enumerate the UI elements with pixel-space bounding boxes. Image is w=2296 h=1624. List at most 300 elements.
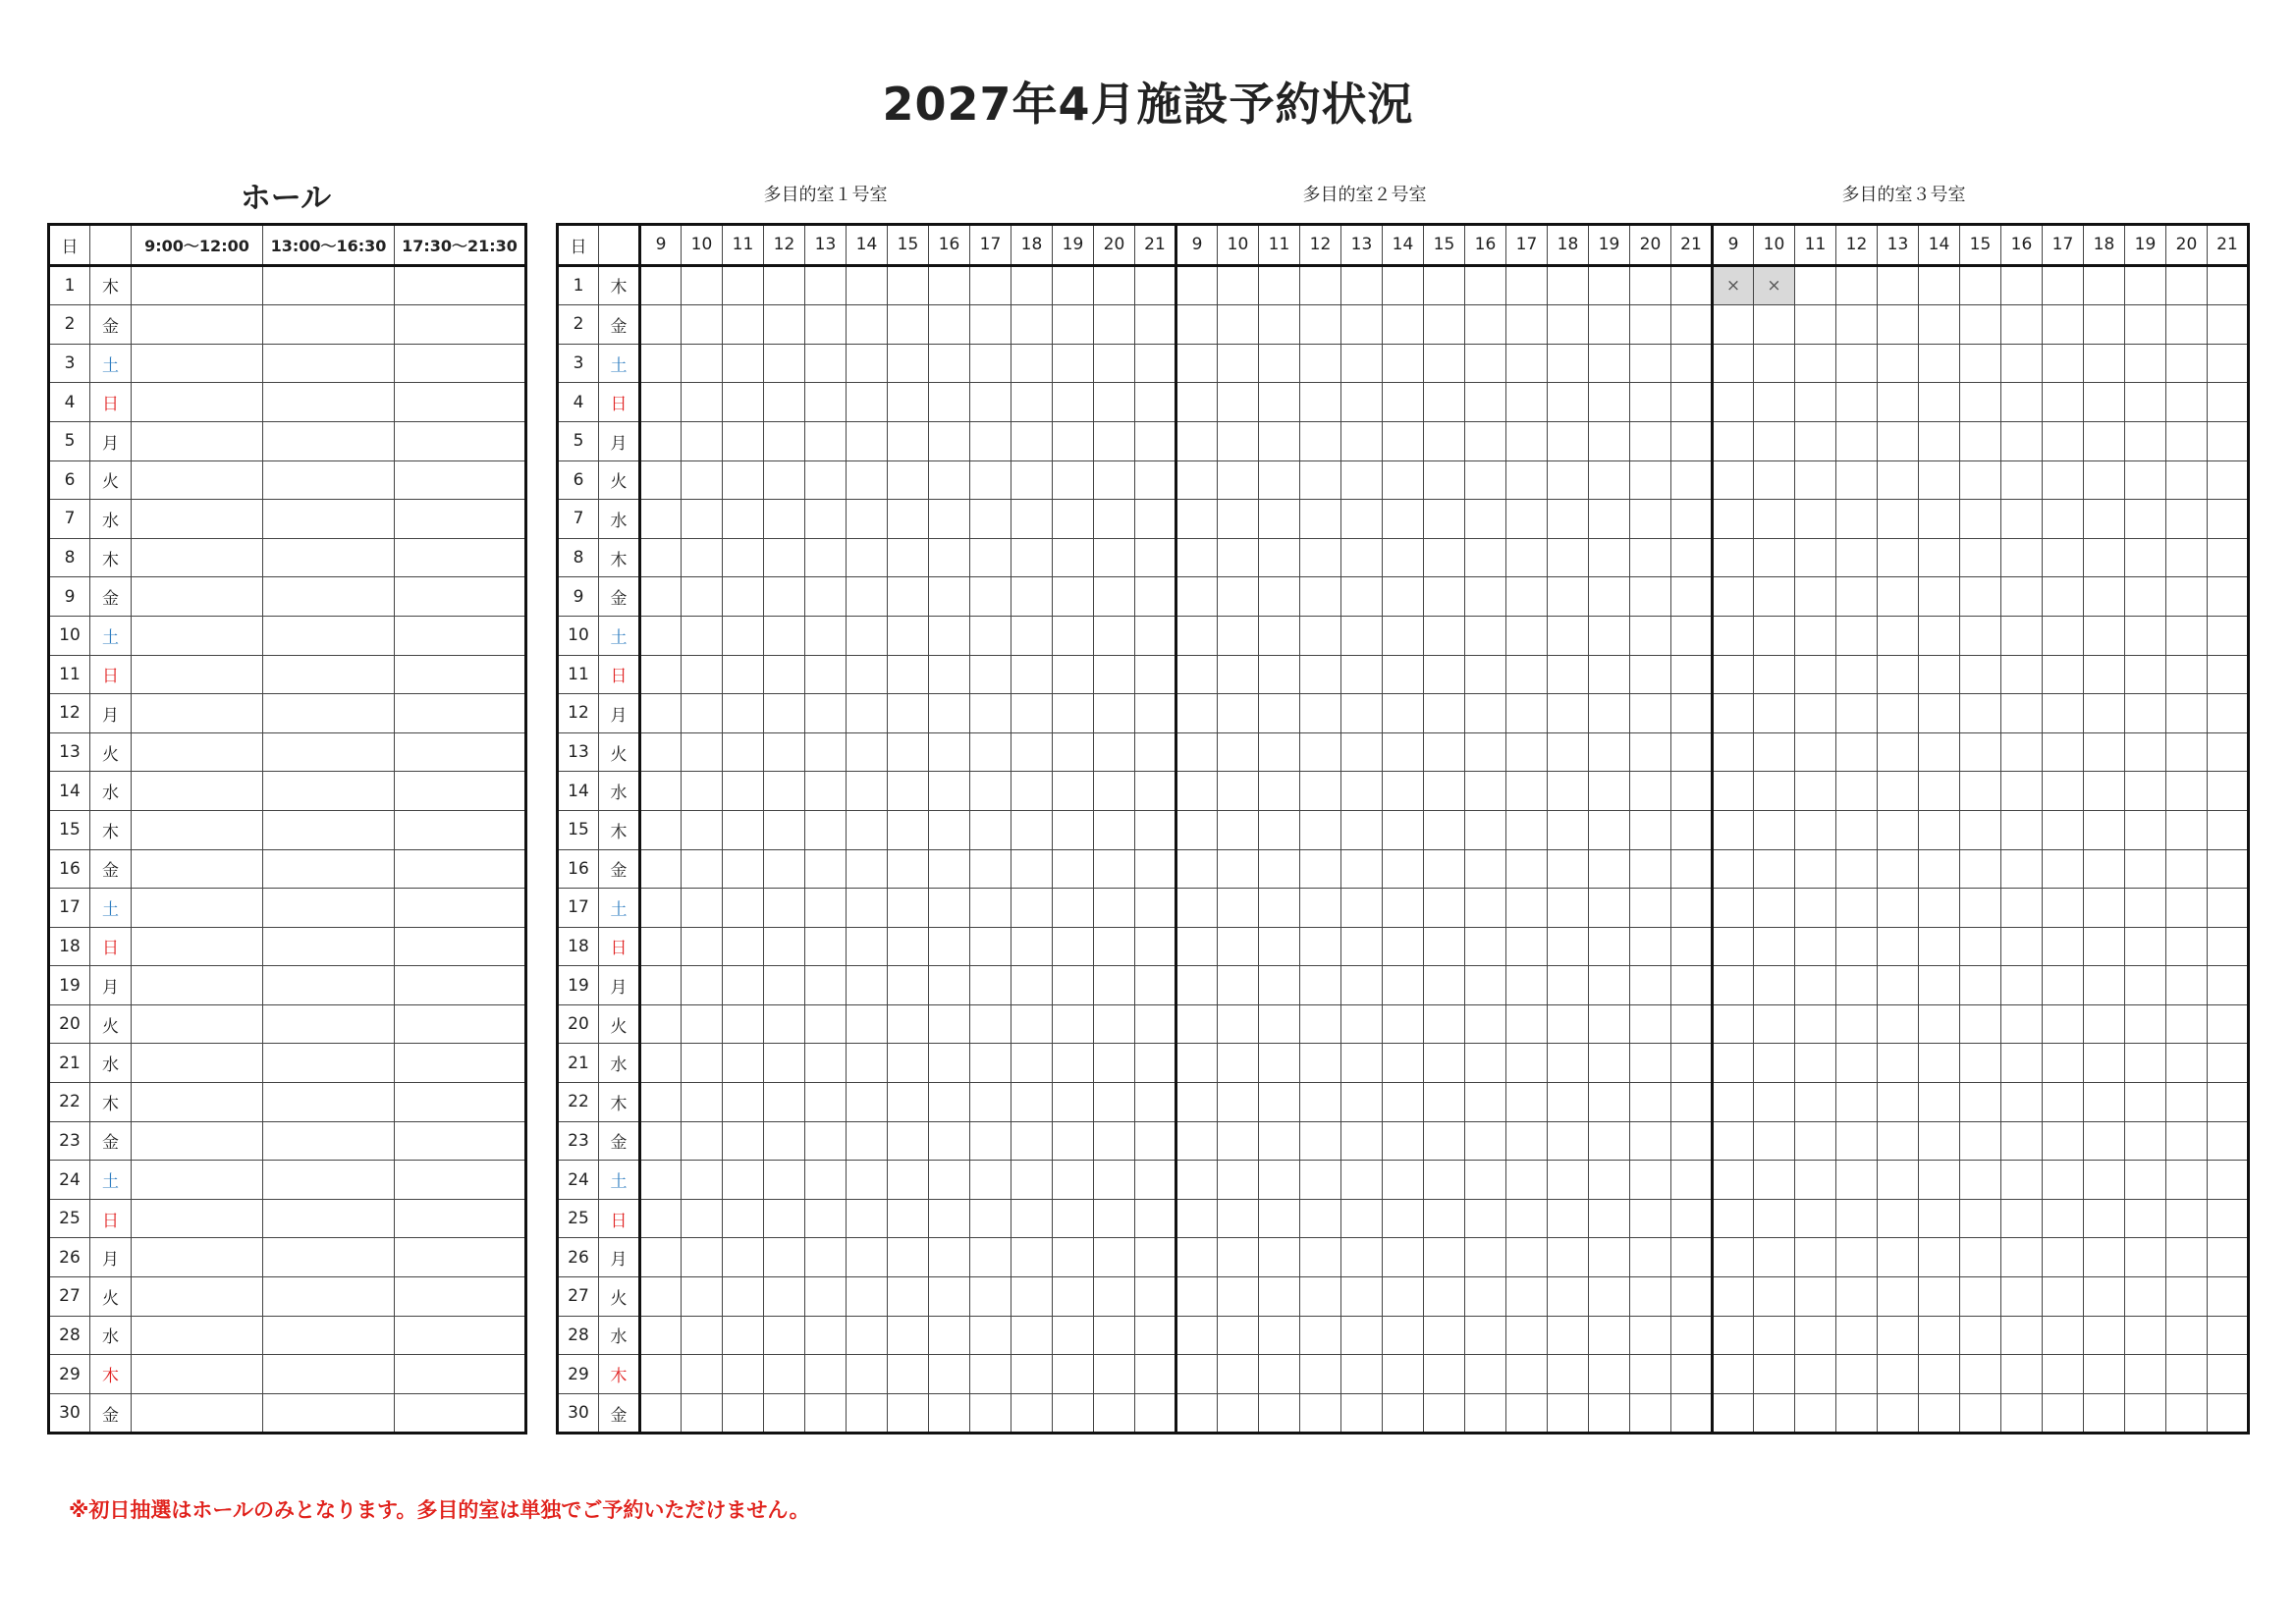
hour-cell[interactable] <box>1919 1199 1960 1238</box>
hour-cell[interactable] <box>1383 577 1424 617</box>
hour-cell[interactable] <box>1300 577 1341 617</box>
hour-cell[interactable] <box>764 1121 805 1161</box>
hour-cell[interactable] <box>1300 1199 1341 1238</box>
hour-cell[interactable] <box>1713 460 1754 500</box>
hour-cell[interactable] <box>1300 966 1341 1005</box>
hour-cell[interactable] <box>2125 500 2166 539</box>
hour-cell[interactable] <box>1383 655 1424 694</box>
hour-cell[interactable] <box>1836 1161 1878 1200</box>
hour-cell[interactable] <box>1548 694 1589 733</box>
hour-cell[interactable] <box>1341 1121 1383 1161</box>
hour-cell[interactable] <box>1754 1199 1795 1238</box>
slot-cell[interactable] <box>395 732 526 772</box>
slot-cell[interactable] <box>132 500 263 539</box>
hour-cell[interactable] <box>1341 732 1383 772</box>
hour-cell[interactable] <box>1671 460 1713 500</box>
hour-cell[interactable] <box>929 966 970 1005</box>
hour-cell[interactable] <box>2125 265 2166 305</box>
slot-cell[interactable] <box>395 810 526 849</box>
slot-cell[interactable] <box>263 538 395 577</box>
hour-cell[interactable] <box>929 1044 970 1083</box>
hour-cell[interactable] <box>764 1355 805 1394</box>
hour-cell[interactable] <box>805 500 847 539</box>
hour-cell[interactable] <box>1754 810 1795 849</box>
hour-cell[interactable] <box>2125 732 2166 772</box>
hour-cell[interactable] <box>1135 772 1176 811</box>
hour-cell[interactable] <box>1218 1199 1259 1238</box>
hour-cell[interactable] <box>1135 1121 1176 1161</box>
hour-cell[interactable] <box>888 810 929 849</box>
hour-cell[interactable] <box>2166 265 2208 305</box>
hour-cell[interactable] <box>1713 927 1754 966</box>
hour-cell[interactable] <box>1671 1121 1713 1161</box>
hour-cell[interactable] <box>1795 1004 1836 1044</box>
hour-cell[interactable] <box>1011 460 1053 500</box>
hour-cell[interactable] <box>1671 1238 1713 1277</box>
hour-cell[interactable] <box>640 421 682 460</box>
hour-cell[interactable] <box>2084 772 2125 811</box>
hour-cell[interactable] <box>1630 383 1671 422</box>
hour-cell[interactable] <box>1011 1316 1053 1355</box>
hour-cell[interactable] <box>640 344 682 383</box>
hour-cell[interactable] <box>1259 849 1300 889</box>
hour-cell[interactable] <box>1341 305 1383 345</box>
hour-cell[interactable] <box>1671 616 1713 655</box>
hour-cell[interactable] <box>970 421 1011 460</box>
hour-cell[interactable] <box>640 577 682 617</box>
slot-cell[interactable] <box>263 577 395 617</box>
hour-cell[interactable] <box>970 1238 1011 1277</box>
slot-cell[interactable] <box>395 655 526 694</box>
hour-cell[interactable] <box>1795 694 1836 733</box>
hour-cell[interactable] <box>805 1199 847 1238</box>
hour-cell[interactable] <box>929 694 970 733</box>
hour-cell[interactable] <box>2125 1393 2166 1434</box>
hour-cell[interactable] <box>1135 1277 1176 1317</box>
hour-cell[interactable] <box>847 655 888 694</box>
hour-cell[interactable] <box>764 1199 805 1238</box>
hour-cell[interactable] <box>1589 421 1630 460</box>
hour-cell[interactable] <box>2166 1316 2208 1355</box>
hour-cell[interactable] <box>1589 460 1630 500</box>
hour-cell[interactable] <box>847 810 888 849</box>
hour-cell[interactable] <box>1424 655 1465 694</box>
slot-cell[interactable] <box>132 966 263 1005</box>
hour-cell[interactable] <box>682 344 723 383</box>
hour-cell[interactable] <box>1795 889 1836 928</box>
hour-cell[interactable] <box>682 500 723 539</box>
hour-cell[interactable] <box>929 1121 970 1161</box>
hour-cell[interactable] <box>723 1121 764 1161</box>
hour-cell[interactable] <box>1960 1393 2001 1434</box>
hour-cell[interactable] <box>1424 694 1465 733</box>
hour-cell[interactable] <box>2166 500 2208 539</box>
hour-cell[interactable] <box>1383 344 1424 383</box>
hour-cell[interactable] <box>2001 460 2043 500</box>
hour-cell[interactable] <box>1754 1277 1795 1317</box>
hour-cell[interactable] <box>1300 1355 1341 1394</box>
hour-cell[interactable] <box>1506 460 1548 500</box>
hour-cell[interactable] <box>1589 927 1630 966</box>
hour-cell[interactable] <box>1053 1355 1094 1394</box>
hour-cell[interactable] <box>1176 694 1218 733</box>
hour-cell[interactable] <box>1671 1083 1713 1122</box>
hour-cell[interactable] <box>2208 421 2249 460</box>
hour-cell[interactable] <box>1919 1121 1960 1161</box>
hour-cell[interactable] <box>1713 1316 1754 1355</box>
hour-cell[interactable] <box>1713 1355 1754 1394</box>
hour-cell[interactable] <box>888 1004 929 1044</box>
hour-cell[interactable] <box>1836 732 1878 772</box>
hour-cell[interactable] <box>2043 305 2084 345</box>
hour-cell[interactable] <box>1713 1044 1754 1083</box>
hour-cell[interactable] <box>1919 265 1960 305</box>
hour-cell[interactable] <box>1259 383 1300 422</box>
hour-cell[interactable] <box>640 538 682 577</box>
hour-cell[interactable] <box>1176 538 1218 577</box>
hour-cell[interactable] <box>847 1083 888 1122</box>
hour-cell[interactable] <box>1053 265 1094 305</box>
hour-cell[interactable] <box>723 927 764 966</box>
booked-cell[interactable]: × <box>1754 265 1795 305</box>
hour-cell[interactable] <box>1135 1161 1176 1200</box>
hour-cell[interactable] <box>1094 655 1135 694</box>
hour-cell[interactable] <box>2043 694 2084 733</box>
hour-cell[interactable] <box>1424 305 1465 345</box>
hour-cell[interactable] <box>1011 966 1053 1005</box>
hour-cell[interactable] <box>1135 305 1176 345</box>
hour-cell[interactable] <box>1383 1161 1424 1200</box>
hour-cell[interactable] <box>1836 1199 1878 1238</box>
hour-cell[interactable] <box>1053 732 1094 772</box>
hour-cell[interactable] <box>1919 772 1960 811</box>
hour-cell[interactable] <box>1383 460 1424 500</box>
hour-cell[interactable] <box>970 344 1011 383</box>
hour-cell[interactable] <box>1836 810 1878 849</box>
hour-cell[interactable] <box>2125 1083 2166 1122</box>
hour-cell[interactable] <box>1506 1277 1548 1317</box>
hour-cell[interactable] <box>2084 1393 2125 1434</box>
slot-cell[interactable] <box>132 305 263 345</box>
hour-cell[interactable] <box>2001 344 2043 383</box>
hour-cell[interactable] <box>1506 694 1548 733</box>
hour-cell[interactable] <box>1589 1161 1630 1200</box>
hour-cell[interactable] <box>1218 772 1259 811</box>
hour-cell[interactable] <box>970 1121 1011 1161</box>
hour-cell[interactable] <box>1589 772 1630 811</box>
hour-cell[interactable] <box>1671 1393 1713 1434</box>
hour-cell[interactable] <box>640 383 682 422</box>
slot-cell[interactable] <box>132 1355 263 1394</box>
hour-cell[interactable] <box>1878 1083 1919 1122</box>
hour-cell[interactable] <box>1218 1161 1259 1200</box>
hour-cell[interactable] <box>1383 772 1424 811</box>
hour-cell[interactable] <box>1094 460 1135 500</box>
hour-cell[interactable] <box>888 344 929 383</box>
hour-cell[interactable] <box>805 1238 847 1277</box>
hour-cell[interactable] <box>2208 732 2249 772</box>
hour-cell[interactable] <box>1300 889 1341 928</box>
hour-cell[interactable] <box>2166 810 2208 849</box>
hour-cell[interactable] <box>1548 889 1589 928</box>
hour-cell[interactable] <box>1218 1044 1259 1083</box>
hour-cell[interactable] <box>1878 772 1919 811</box>
hour-cell[interactable] <box>1465 1199 1506 1238</box>
hour-cell[interactable] <box>1176 344 1218 383</box>
hour-cell[interactable] <box>2084 305 2125 345</box>
hour-cell[interactable] <box>929 1161 970 1200</box>
hour-cell[interactable] <box>723 655 764 694</box>
hour-cell[interactable] <box>2084 421 2125 460</box>
hour-cell[interactable] <box>1795 421 1836 460</box>
hour-cell[interactable] <box>929 500 970 539</box>
hour-cell[interactable] <box>2084 460 2125 500</box>
hour-cell[interactable] <box>1960 927 2001 966</box>
hour-cell[interactable] <box>1424 383 1465 422</box>
hour-cell[interactable] <box>1259 1083 1300 1122</box>
slot-cell[interactable] <box>263 1121 395 1161</box>
hour-cell[interactable] <box>1135 460 1176 500</box>
slot-cell[interactable] <box>395 383 526 422</box>
hour-cell[interactable] <box>1713 1121 1754 1161</box>
hour-cell[interactable] <box>1011 265 1053 305</box>
hour-cell[interactable] <box>1754 421 1795 460</box>
hour-cell[interactable] <box>1053 655 1094 694</box>
hour-cell[interactable] <box>1341 849 1383 889</box>
hour-cell[interactable] <box>2001 1121 2043 1161</box>
hour-cell[interactable] <box>1589 1355 1630 1394</box>
hour-cell[interactable] <box>1011 849 1053 889</box>
hour-cell[interactable] <box>970 1393 1011 1434</box>
hour-cell[interactable] <box>1919 305 1960 345</box>
hour-cell[interactable] <box>1919 616 1960 655</box>
hour-cell[interactable] <box>1218 538 1259 577</box>
hour-cell[interactable] <box>1176 1393 1218 1434</box>
hour-cell[interactable] <box>682 1277 723 1317</box>
hour-cell[interactable] <box>805 1277 847 1317</box>
hour-cell[interactable] <box>1259 927 1300 966</box>
hour-cell[interactable] <box>1754 889 1795 928</box>
hour-cell[interactable] <box>1176 1004 1218 1044</box>
hour-cell[interactable] <box>1630 1316 1671 1355</box>
hour-cell[interactable] <box>1795 1161 1836 1200</box>
hour-cell[interactable] <box>1630 889 1671 928</box>
hour-cell[interactable] <box>888 421 929 460</box>
slot-cell[interactable] <box>395 421 526 460</box>
hour-cell[interactable] <box>1671 421 1713 460</box>
hour-cell[interactable] <box>1341 500 1383 539</box>
hour-cell[interactable] <box>1836 1355 1878 1394</box>
hour-cell[interactable] <box>805 383 847 422</box>
hour-cell[interactable] <box>2125 538 2166 577</box>
hour-cell[interactable] <box>1795 1316 1836 1355</box>
hour-cell[interactable] <box>847 1393 888 1434</box>
hour-cell[interactable] <box>1218 577 1259 617</box>
hour-cell[interactable] <box>1135 1393 1176 1434</box>
hour-cell[interactable] <box>888 772 929 811</box>
hour-cell[interactable] <box>1465 616 1506 655</box>
hour-cell[interactable] <box>847 1316 888 1355</box>
hour-cell[interactable] <box>682 1121 723 1161</box>
hour-cell[interactable] <box>1135 577 1176 617</box>
hour-cell[interactable] <box>929 655 970 694</box>
hour-cell[interactable] <box>2084 849 2125 889</box>
slot-cell[interactable] <box>395 927 526 966</box>
hour-cell[interactable] <box>1341 927 1383 966</box>
hour-cell[interactable] <box>1135 1199 1176 1238</box>
hour-cell[interactable] <box>764 500 805 539</box>
hour-cell[interactable] <box>1218 344 1259 383</box>
hour-cell[interactable] <box>805 1316 847 1355</box>
hour-cell[interactable] <box>1053 1083 1094 1122</box>
hour-cell[interactable] <box>682 538 723 577</box>
hour-cell[interactable] <box>2084 694 2125 733</box>
slot-cell[interactable] <box>395 305 526 345</box>
slot-cell[interactable] <box>263 1238 395 1277</box>
hour-cell[interactable] <box>1341 889 1383 928</box>
hour-cell[interactable] <box>1465 966 1506 1005</box>
hour-cell[interactable] <box>1465 849 1506 889</box>
hour-cell[interactable] <box>2001 1083 2043 1122</box>
hour-cell[interactable] <box>1176 1161 1218 1200</box>
hour-cell[interactable] <box>1878 849 1919 889</box>
hour-cell[interactable] <box>1135 810 1176 849</box>
hour-cell[interactable] <box>1176 1316 1218 1355</box>
hour-cell[interactable] <box>929 772 970 811</box>
hour-cell[interactable] <box>682 694 723 733</box>
hour-cell[interactable] <box>1053 772 1094 811</box>
hour-cell[interactable] <box>1424 1161 1465 1200</box>
hour-cell[interactable] <box>1960 1316 2001 1355</box>
hour-cell[interactable] <box>847 305 888 345</box>
hour-cell[interactable] <box>1630 616 1671 655</box>
hour-cell[interactable] <box>1424 1393 1465 1434</box>
hour-cell[interactable] <box>1589 694 1630 733</box>
hour-cell[interactable] <box>2043 383 2084 422</box>
hour-cell[interactable] <box>929 927 970 966</box>
hour-cell[interactable] <box>1424 1004 1465 1044</box>
hour-cell[interactable] <box>1259 732 1300 772</box>
hour-cell[interactable] <box>1341 421 1383 460</box>
slot-cell[interactable] <box>263 1393 395 1434</box>
hour-cell[interactable] <box>847 1161 888 1200</box>
hour-cell[interactable] <box>764 1044 805 1083</box>
hour-cell[interactable] <box>847 1121 888 1161</box>
hour-cell[interactable] <box>1259 616 1300 655</box>
hour-cell[interactable] <box>640 1044 682 1083</box>
hour-cell[interactable] <box>1506 1004 1548 1044</box>
hour-cell[interactable] <box>2166 538 2208 577</box>
hour-cell[interactable] <box>1630 772 1671 811</box>
hour-cell[interactable] <box>970 849 1011 889</box>
hour-cell[interactable] <box>888 616 929 655</box>
hour-cell[interactable] <box>1506 810 1548 849</box>
hour-cell[interactable] <box>1506 655 1548 694</box>
hour-cell[interactable] <box>1465 927 1506 966</box>
hour-cell[interactable] <box>764 383 805 422</box>
hour-cell[interactable] <box>888 460 929 500</box>
hour-cell[interactable] <box>764 966 805 1005</box>
hour-cell[interactable] <box>764 460 805 500</box>
hour-cell[interactable] <box>1754 538 1795 577</box>
hour-cell[interactable] <box>1836 927 1878 966</box>
hour-cell[interactable] <box>1094 927 1135 966</box>
hour-cell[interactable] <box>1135 344 1176 383</box>
hour-cell[interactable] <box>1630 655 1671 694</box>
hour-cell[interactable] <box>1589 1121 1630 1161</box>
hour-cell[interactable] <box>1589 810 1630 849</box>
hour-cell[interactable] <box>2001 577 2043 617</box>
hour-cell[interactable] <box>1135 616 1176 655</box>
hour-cell[interactable] <box>1011 344 1053 383</box>
hour-cell[interactable] <box>1878 305 1919 345</box>
hour-cell[interactable] <box>1300 1161 1341 1200</box>
hour-cell[interactable] <box>1176 1199 1218 1238</box>
hour-cell[interactable] <box>640 1355 682 1394</box>
slot-cell[interactable] <box>132 1199 263 1238</box>
slot-cell[interactable] <box>263 344 395 383</box>
hour-cell[interactable] <box>1548 927 1589 966</box>
hour-cell[interactable] <box>1836 500 1878 539</box>
hour-cell[interactable] <box>1218 927 1259 966</box>
hour-cell[interactable] <box>929 1238 970 1277</box>
hour-cell[interactable] <box>723 500 764 539</box>
hour-cell[interactable] <box>1836 966 1878 1005</box>
hour-cell[interactable] <box>1671 966 1713 1005</box>
hour-cell[interactable] <box>2001 1355 2043 1394</box>
hour-cell[interactable] <box>1795 1083 1836 1122</box>
hour-cell[interactable] <box>2001 927 2043 966</box>
hour-cell[interactable] <box>1176 500 1218 539</box>
hour-cell[interactable] <box>1754 1316 1795 1355</box>
hour-cell[interactable] <box>1424 1044 1465 1083</box>
hour-cell[interactable] <box>1548 810 1589 849</box>
hour-cell[interactable] <box>1218 1393 1259 1434</box>
hour-cell[interactable] <box>929 889 970 928</box>
hour-cell[interactable] <box>2125 1316 2166 1355</box>
hour-cell[interactable] <box>888 1393 929 1434</box>
hour-cell[interactable] <box>1259 265 1300 305</box>
hour-cell[interactable] <box>1465 732 1506 772</box>
hour-cell[interactable] <box>1094 538 1135 577</box>
hour-cell[interactable] <box>2125 1277 2166 1317</box>
hour-cell[interactable] <box>1259 1044 1300 1083</box>
hour-cell[interactable] <box>1053 810 1094 849</box>
hour-cell[interactable] <box>1465 1161 1506 1200</box>
hour-cell[interactable] <box>723 344 764 383</box>
hour-cell[interactable] <box>1135 1238 1176 1277</box>
hour-cell[interactable] <box>888 655 929 694</box>
hour-cell[interactable] <box>1960 694 2001 733</box>
hour-cell[interactable] <box>888 1316 929 1355</box>
hour-cell[interactable] <box>1795 500 1836 539</box>
hour-cell[interactable] <box>1754 1355 1795 1394</box>
hour-cell[interactable] <box>970 538 1011 577</box>
hour-cell[interactable] <box>1919 1083 1960 1122</box>
hour-cell[interactable] <box>1300 1316 1341 1355</box>
hour-cell[interactable] <box>1424 1199 1465 1238</box>
hour-cell[interactable] <box>847 927 888 966</box>
hour-cell[interactable] <box>640 616 682 655</box>
hour-cell[interactable] <box>1341 966 1383 1005</box>
hour-cell[interactable] <box>1589 966 1630 1005</box>
hour-cell[interactable] <box>2166 655 2208 694</box>
hour-cell[interactable] <box>1341 538 1383 577</box>
hour-cell[interactable] <box>1424 1355 1465 1394</box>
hour-cell[interactable] <box>2208 849 2249 889</box>
hour-cell[interactable] <box>1754 1121 1795 1161</box>
hour-cell[interactable] <box>1713 344 1754 383</box>
